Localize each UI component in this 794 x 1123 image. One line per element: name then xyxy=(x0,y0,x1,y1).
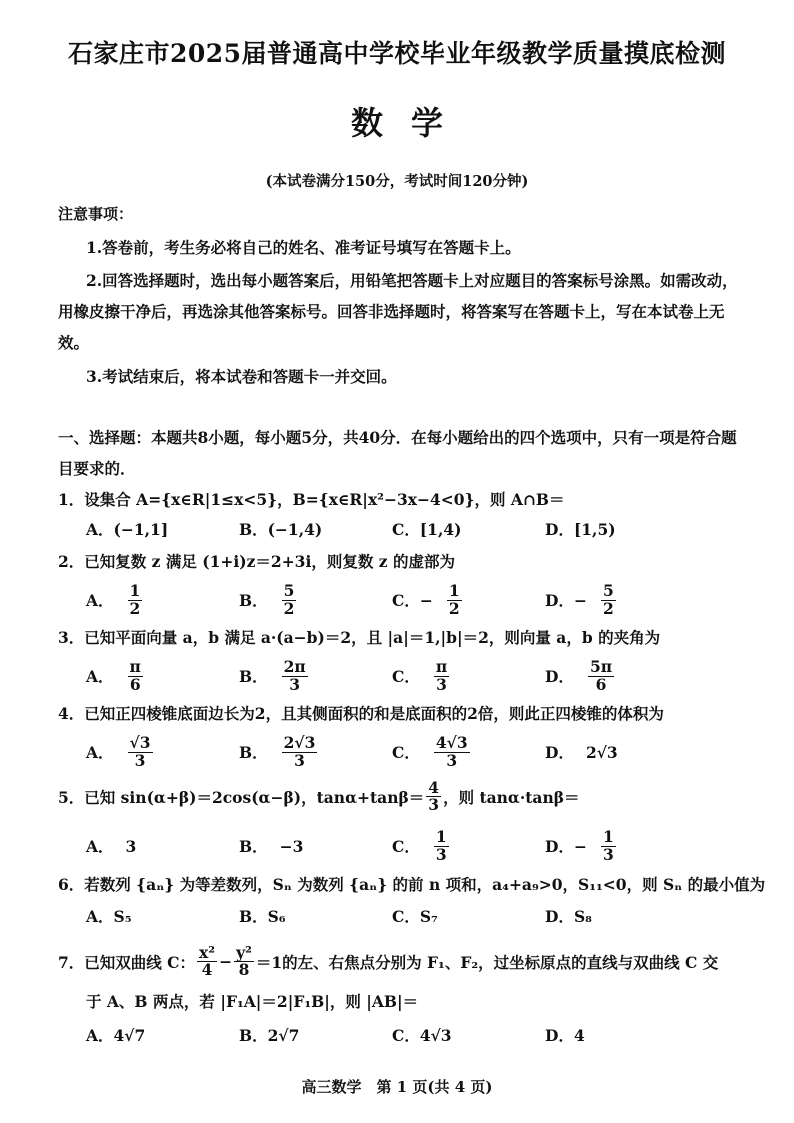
fraction-denominator: 6 xyxy=(595,674,607,694)
option-b xyxy=(239,656,310,696)
fraction xyxy=(588,659,614,693)
fraction-numerator: 5 xyxy=(283,581,295,601)
fraction xyxy=(601,583,616,617)
option-c xyxy=(392,580,464,620)
fraction xyxy=(282,583,297,617)
option-d xyxy=(545,826,618,866)
fraction xyxy=(197,945,217,979)
option-label: C． xyxy=(392,837,420,856)
option-label: C． xyxy=(392,667,420,686)
option-label: D． xyxy=(545,743,574,762)
fraction-numerator: y² xyxy=(236,943,252,962)
option-d: D．4 xyxy=(545,1026,585,1045)
option-d xyxy=(545,656,616,696)
question-1-options xyxy=(86,509,766,549)
fraction-numerator: 1 xyxy=(448,581,460,601)
fraction-numerator: π xyxy=(435,657,448,677)
question-3-stem: 3．已知平面向量 a，b 满足 a·(a−b)＝2，且 |a|＝1,|b|＝2，则向量 a，b 的夹角为 xyxy=(58,628,661,647)
fraction xyxy=(282,735,318,769)
option-c: C．[1,4) xyxy=(392,520,462,539)
stem-text: − xyxy=(219,952,233,972)
fraction-numerator: 2√3 xyxy=(283,733,316,753)
option-b: B．(−1,4) xyxy=(239,520,323,539)
option-d xyxy=(545,580,618,620)
fraction-numerator: 5π xyxy=(589,657,613,677)
fraction-denominator: 3 xyxy=(602,844,614,864)
option-label: D．− xyxy=(545,591,587,610)
option-label: B． xyxy=(239,667,268,686)
fraction xyxy=(434,829,449,863)
option-label: B． xyxy=(239,743,268,762)
notice-heading: 注意事项： xyxy=(58,205,134,223)
stem-text: 5．已知 sin(α+β)＝2cos(α−β)，tanα+tanβ＝ xyxy=(58,787,425,807)
question-2-stem: 2．已知复数 z 满足 (1+i)z＝2+3i，则复数 z 的虚部为 xyxy=(58,552,455,571)
fraction xyxy=(128,659,143,693)
option-a xyxy=(86,826,136,866)
page-footer: 高三数学 第 1 页(共 4 页) xyxy=(301,1078,493,1096)
fraction xyxy=(447,583,462,617)
fraction xyxy=(434,659,449,693)
option-d: D．S₈ xyxy=(545,907,592,926)
option-label: D． xyxy=(545,667,574,686)
option-label: B． xyxy=(239,591,268,610)
option-a xyxy=(86,580,144,620)
fraction-numerator: 5 xyxy=(602,581,614,601)
stem-text: ，则 tanα·tanβ＝ xyxy=(443,787,580,807)
fraction xyxy=(426,780,441,814)
fraction-numerator: 4 xyxy=(428,778,440,797)
option-c: C．4√3 xyxy=(392,1026,452,1045)
fraction-denominator: 2 xyxy=(283,598,295,618)
option-label: D．− xyxy=(545,837,587,856)
fraction-numerator: x² xyxy=(199,943,216,962)
question-3-options xyxy=(86,656,766,696)
question-5-options xyxy=(86,826,766,866)
option-a: A．(−1,1] xyxy=(86,520,169,539)
question-7-stem-line2: 于 A、B 两点，若 |F₁A|＝2|F₁B|，则 |AB|＝ xyxy=(86,992,419,1011)
option-b: B．2√7 xyxy=(239,1026,300,1045)
option-value: 2√3 xyxy=(585,742,618,762)
fraction-denominator: 3 xyxy=(134,750,146,770)
fraction-numerator: π xyxy=(129,657,141,677)
fraction-denominator: 2 xyxy=(448,598,460,618)
option-label: A． xyxy=(86,837,114,856)
fraction xyxy=(234,945,254,979)
option-label: A． xyxy=(86,743,114,762)
fraction xyxy=(282,659,308,693)
option-label: C． xyxy=(392,743,420,762)
fraction-denominator: 3 xyxy=(294,750,305,770)
question-6-stem: 6．若数列 {aₙ} 为等差数列，Sₙ 为数列 {aₙ} 的前 n 项和，a₄+a₉>0，S₁₁<0，则 Sₙ 的最小值为 xyxy=(58,875,766,894)
fraction-denominator: 3 xyxy=(446,750,458,770)
option-a xyxy=(86,656,145,696)
question-6-options xyxy=(86,896,766,936)
option-value: 3 xyxy=(125,836,137,856)
fraction-denominator: 2 xyxy=(129,598,141,618)
fraction-numerator: 1 xyxy=(129,581,141,601)
option-b xyxy=(239,732,319,772)
fraction-denominator: 3 xyxy=(289,674,301,694)
question-7-options xyxy=(86,1015,766,1055)
fraction-numerator: 1 xyxy=(435,827,447,847)
notice-item-3: 3.考试结束后，将本试卷和答题卡一并交回。 xyxy=(86,367,397,386)
question-4-stem: 4．已知正四棱锥底面边长为2，且其侧面积的和是底面积的2倍，则此正四棱锥的体积为 xyxy=(58,704,664,723)
option-label: C．− xyxy=(392,591,433,610)
section-heading: 一、选择题：本题共8小题，每小题5分，共40分．在每小题给出的四个选项中，只有一项是符合题目要求的． xyxy=(58,428,737,478)
option-label: A． xyxy=(86,591,114,610)
notice-item-1: 1.答卷前，考生务必将自己的姓名、准考证号填写在答题卡上。 xyxy=(86,238,521,257)
question-4-options xyxy=(86,732,766,772)
notice-item-2: 2.回答选择题时，选出每小题答案后，用铅笔把答题卡上对应题目的答案标号涂黑。如需改动，用橡皮擦干净后，再选涂其他答案标号。回答非选择题时，将答案写在答题卡上，写在本试卷上无效。 xyxy=(58,271,738,352)
fraction xyxy=(128,583,143,617)
fraction-numerator: 2π xyxy=(283,657,306,677)
question-7-stem xyxy=(58,945,758,979)
fraction xyxy=(434,735,470,769)
fraction xyxy=(601,829,616,863)
option-a xyxy=(86,732,155,772)
option-label: A． xyxy=(86,667,114,686)
fraction-denominator: 3 xyxy=(435,844,447,864)
fraction-numerator: 4√3 xyxy=(435,733,468,753)
option-b xyxy=(239,580,298,620)
fraction-denominator: 8 xyxy=(238,960,250,980)
question-2-options xyxy=(86,580,766,620)
option-a: A．S₅ xyxy=(86,907,132,926)
fraction-denominator: 2 xyxy=(602,598,614,618)
option-a: A．4√7 xyxy=(86,1026,146,1045)
fraction-denominator: 4 xyxy=(201,960,213,980)
exam-meta: (本试卷满分150分，考试时间120分钟) xyxy=(265,173,529,190)
fraction-numerator: 1 xyxy=(602,827,614,847)
option-b xyxy=(239,826,303,866)
option-value: −3 xyxy=(279,836,304,856)
stem-text: 7．已知双曲线 C： xyxy=(58,952,196,972)
option-d xyxy=(545,732,618,772)
exam-title: 石家庄市2025届普通高中学校毕业年级教学质量摸底检测 xyxy=(67,39,727,68)
option-c xyxy=(392,732,472,772)
fraction-denominator: 6 xyxy=(129,674,141,694)
fraction-denominator: 3 xyxy=(428,795,440,815)
stem-text: ＝1的左、右焦点分别为 F₁、F₂，过坐标原点的直线与双曲线 C 交 xyxy=(255,952,719,972)
option-c xyxy=(392,826,451,866)
fraction-numerator: √3 xyxy=(129,733,151,753)
question-1-stem: 1．设集合 A={x∈R|1≤x<5}，B={x∈R|x²−3x−4<0}，则 A∩B＝ xyxy=(58,490,565,509)
option-b: B．S₆ xyxy=(239,907,286,926)
fraction xyxy=(128,735,153,769)
subject-title: 数学 xyxy=(350,104,471,142)
fraction-denominator: 3 xyxy=(436,674,447,694)
option-c xyxy=(392,656,451,696)
option-d: D．[1,5) xyxy=(545,520,616,539)
option-label: B． xyxy=(239,837,268,856)
question-5-stem xyxy=(58,780,758,814)
option-c: C．S₇ xyxy=(392,907,438,926)
